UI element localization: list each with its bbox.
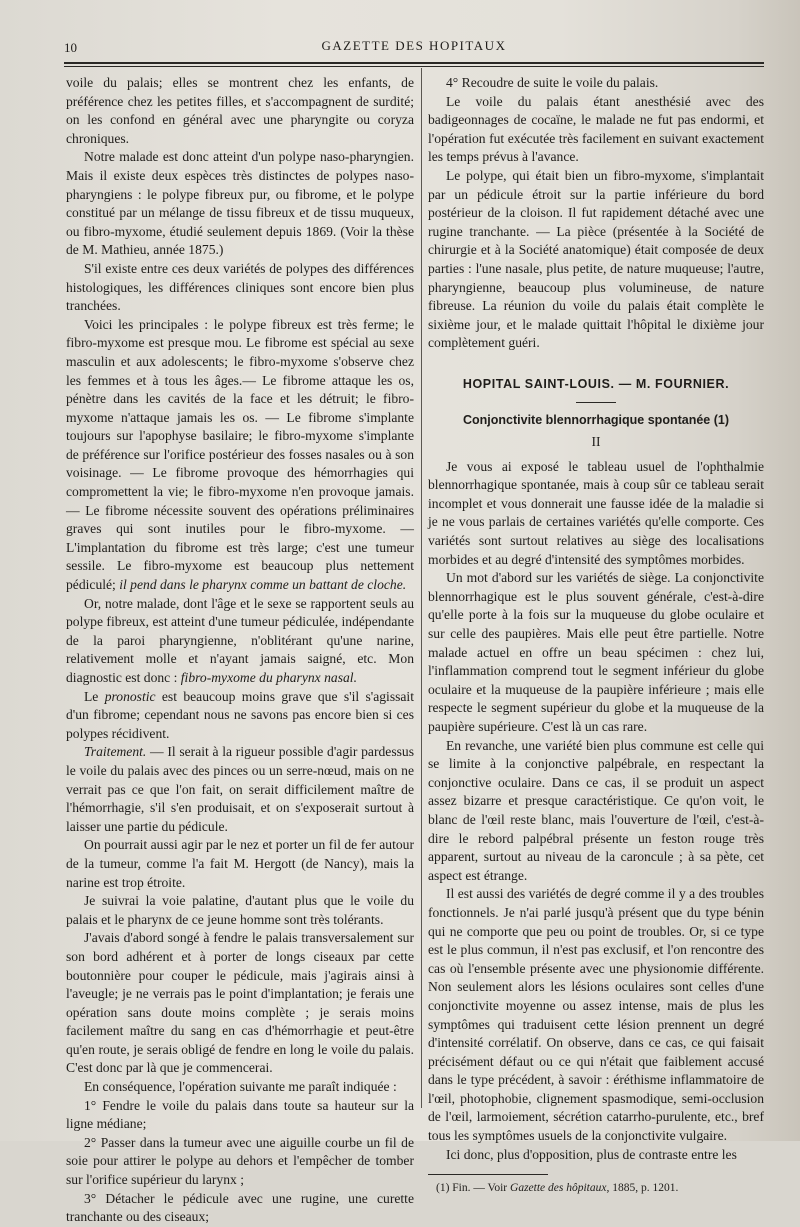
paragraph: Le voile du palais étant anesthésié avec des badigeonnages de cocaïne, le malade ne fut pas endormi, et l'opération fut exécutée très facilement en suivant exactement les temps prévus à l'avance.	[428, 93, 764, 165]
paragraph: Un mot d'abord sur les variétés de siège. La conjonctivite blennorrhagique est le plus souvent générale, c'est-à-dire qu'elle porte à la fois sur la muqueuse du globe oculaire et sur celle des paupières. Mais elle peut être partielle. Notre malade actuel en offre un beau spécimen : chez lui, l'inflammation comprend tout le segment inférieur du globe oculaire et la muqueuse de la paupière inférieure ; mais elle respecte le segment supérieur du globe et la muqueuse de la paupière supérieure. C'est là un cas rare.	[428, 570, 764, 734]
section-rule	[576, 402, 616, 403]
footnote-text: (1) Fin. — Voir	[436, 1182, 508, 1195]
list-item: 3° Détacher le pédicule avec une rugine, une curette tranchante ou des ciseaux;	[66, 1190, 414, 1225]
footnote-ref: 1885, p. 1201.	[612, 1182, 679, 1195]
paragraph: voile du palais; elles se montrent chez les enfants, de préférence chez les petites filles, et s'accompagnent de surdité; on les confond en général avec une pharyngite ou coryza chroniques.	[66, 75, 414, 146]
paragraph: En revanche, une variété bien plus commune est celle qui se limite à la conjonctive palpébrale, en respectant la conjonctive oculaire. Dans ce cas, il se produit un aspect assez bizarre et presque caractéristique. Ce qu'on voit, le blanc de l'œil reste blanc, mais l'ouverture de l'œil, c'est-à-dire le rebord palpébral présente un feston rouge très apparent, surtout au niveau de la caroncule ; à sa pète, cet aspect est étrange.	[428, 737, 764, 883]
page-number: 10	[64, 40, 77, 55]
paragraph: En conséquence, l'opération suivante me paraît indiquée :	[84, 1079, 397, 1095]
paragraph: Ici donc, plus d'opposition, plus de contraste entre les	[446, 1146, 737, 1162]
list-item: 2° Passer dans la tumeur avec une aiguille courbe un fil de soie pour attirer le polype au dehors et l'empêcher de tomber sur l'orifice supérieur du larynx ;	[66, 1134, 414, 1188]
paragraph: S'il existe entre ces deux variétés de polypes des différences histologiques, les différences cliniques sont encore bien plus tranchées.	[66, 260, 414, 314]
paragraph-text: Le	[84, 688, 99, 704]
paragraph: Notre malade est donc atteint d'un polype naso-pharyngien. Mais il existe deux espèces très distinctes de polypes naso-pharyngiens : le polype fibreux pur, ou fibrome, et le polype constitué par un mélange de tissu fibreux et de tissu muqueux, ou fibro-myxome, étudié seulement depuis 1869. (Voir la thèse de M. Mathieu, année 1875.)	[66, 149, 414, 258]
column-divider	[421, 68, 422, 1108]
paragraph: Je suivrai la voie palatine, d'autant plus que le voile du palais et le pharynx de ce jeune homme sont très tolérants.	[66, 893, 414, 927]
right-column	[428, 74, 764, 1198]
list-item: 4° Recoudre de suite le voile du palais.	[446, 75, 659, 90]
footnote-rule	[428, 1174, 548, 1175]
article-title: Conjonctivite blennorrhagique spontanée (1)	[463, 412, 729, 427]
journal-title: GAZETTE DES HOPITAUX	[321, 38, 507, 53]
part-number: II	[591, 434, 601, 450]
page-header	[64, 36, 764, 60]
section-heading: HOPITAL SAINT-LOUIS. — M. FOURNIER.	[462, 376, 730, 391]
paragraph-text: — Il serait à la rigueur possible d'agir pardessus le voile du palais avec des pinces ou un serre-nœud, mais on ne verrait pas ce que l'on fait, on serait difficilement maître de l'hémorrhagie, s'il s'en produisait, et on s'exposerait surtout à laisser une partie du pédicule.	[66, 744, 414, 834]
paragraph	[66, 595, 414, 688]
paragraph	[66, 316, 414, 595]
footnote-journal: Gazette des hôpitaux,	[510, 1182, 610, 1195]
diagnosis-italic: fibro-myxome du pharynx nasal.	[180, 670, 357, 685]
header-rule	[64, 62, 764, 64]
paragraph: Le polype, qui était bien un fibro-myxome, s'implantait par un pédicule étroit sur la partie inférieure du bord postérieur de la cloison. Il fut rapidement détaché avec une rugine tranchante. — La pièce (présentée à la Société de chirurgie et à la Société anatomique) était composée de deux parties : l'une nasale, plus petite, de nature muqueuse; l'autre, pharyngienne, beaucoup plus volumineuse, de nature fibreuse. La réunion du voile du palais était complète le sixième jour, et le malade quittait l'hôpital le dixième jour complètement guéri.	[428, 167, 764, 351]
paragraph: Il est aussi des variétés de degré comme il y a des troubles fonctionnels. Je n'ai parlé jusqu'à présent que du type bénin qui ne comporte que peu ou point de troubles. Or, si ce type est le plus commun, il n'est pas exclusif, et l'on rencontre des cas où l'ensemble présente avec une physionomie différente. Non seulement alors les lésions oculaires sont celles d'une conjonctivite moyenne ou assez intense, mais de plus les symptômes qui traduisent cette lésion prennent un degré d'intensité corrélatif. On observe, dans ce cas, ce qui faisait précisément défaut ou ce qui n'était que faiblement accusé dans le type précédent, à savoir : éréthisme inflammatoire de l'œil, photophobie, clignement spasmodique, semi-occlusion de l'œil, larmoiement, sécrétion catarrho-purulente, etc., bref tous les symptômes usuels de la conjonctivite vulgaire.	[428, 886, 764, 1144]
paragraph-text: Voici les principales : le polype fibreux est très ferme; le fibro-myxome est presque mou. Le fibrome est spécial au sexe masculin et aux adolescents; le fibro-myxome s'observe chez les femmes et à tous les âges.— Le fibrome attaque les os, pénètre dans les cavités de la face et les détruit; le fibro-myxome n'attaque jamais les os. — Le fibrome s'implante toujours sur l'apophyse basilaire; le fibro-myxome s'implante de préférence sur l'orifice postérieur des fosses nasales ou à son voisinage. — Le fibrome provoque des hémorrhagies qui compromettent la vie; le fibro-myxome n'en provoque jamais. — Le fibrome nécessite souvent des opérations préliminaires graves qui sont inutiles pour le fibro-myxome. —L'implantation du fibrome est très large; c'est une tumeur sessile. Le fibro-myxome est beaucoup plus nettement pédiculé;	[66, 316, 414, 593]
paragraph	[66, 743, 414, 836]
paragraph: On pourrait aussi agir par le nez et porter un fil de fer autour de la tumeur, comme l'a fait M. Hergott (de Nancy), mais la narine est trop étroite.	[66, 837, 414, 890]
paragraph: J'avais d'abord songé à fendre le palais transversalement sur son bord adhérent et à porter de longs ciseaux par cette boutonnière pour couper le pédicule, mais j'agirais ainsi à l'aveugle; je ne verrais pas le point d'implantation; je ferais une opération sans doute moins complète ; je serais moins facilement maître du sang en cas d'hémorrhagie et peut-être qu'en route, je serais obligé de fendre en long le voile du palais. C'est donc par là que je commencerai.	[66, 930, 414, 1076]
paragraph-text: est beaucoup moins grave que s'il s'agissait d'un fibrome; cependant nous ne savons pas encore bien si ces polypes récidivent.	[66, 688, 414, 741]
pronostic-italic: pronostic	[104, 688, 156, 704]
header-rule-thin	[64, 66, 764, 67]
left-column	[66, 74, 414, 1227]
paragraph: Je vous ai exposé le tableau usuel de l'ophthalmie blennorrhagique spontanée, mais à coup sûr ce tableau serait incomplet et vous donnerait une fausse idée de la maladie si je ne vous parlais de certaines variétés qu'elle comporte. Ces variétés sont surtout relatives au siège des localisations morbides et au degré d'intensité des symptômes morbides.	[428, 458, 764, 567]
paragraph-text: Or, notre malade, dont l'âge et le sexe se rapportent seuls au polype fibreux, est atteint d'une tumeur pédiculée, indépendante de la paroi pharyngienne, n'oblitérant qu'une narine, relativement molle et n'ayant jamais saigné, etc. Mon diagnostic est donc :	[66, 595, 414, 685]
italic-phrase: il pend dans le pharynx comme un battant de cloche.	[119, 577, 407, 593]
footnote	[428, 1179, 764, 1198]
traitement-italic: Traitement.	[84, 744, 147, 760]
paragraph	[66, 688, 414, 744]
list-item: 1° Fendre le voile du palais dans toute sa hauteur sur la ligne médiane;	[66, 1097, 414, 1132]
